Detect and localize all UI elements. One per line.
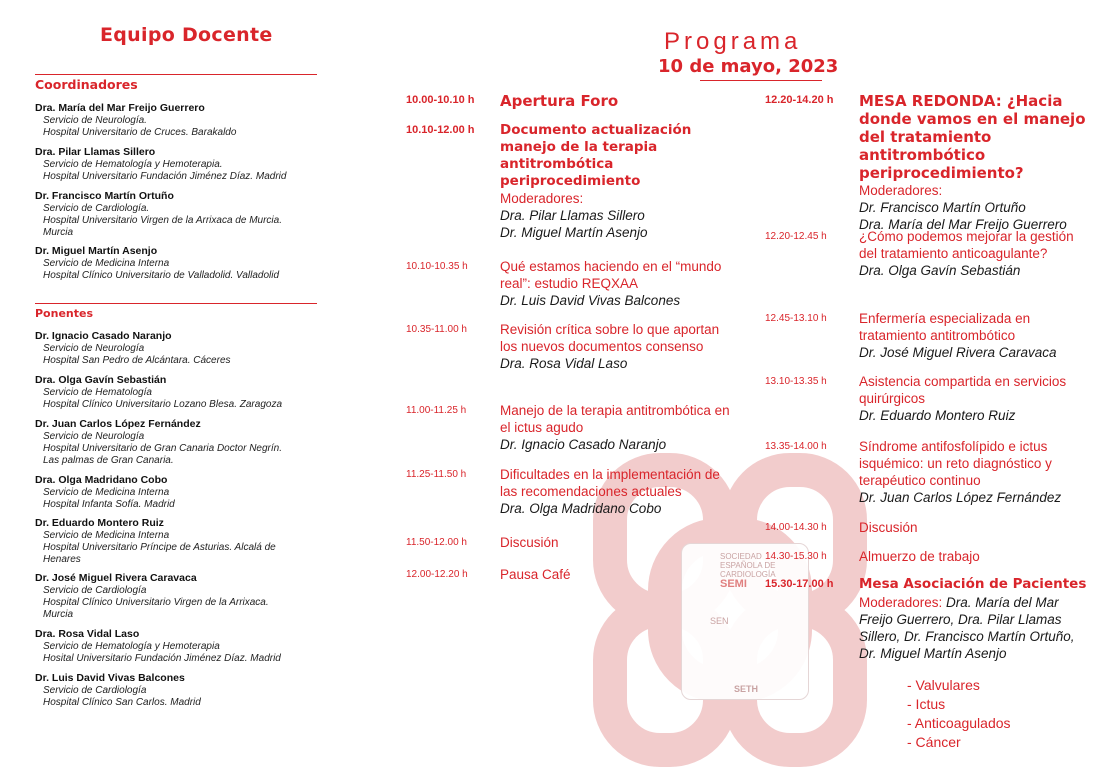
person-affiliation: Servicio de Neurología (43, 431, 145, 442)
session-title: MESA REDONDA: ¿Hacia donde vamos en el manejo del tratamiento antitrombótico periprocedimiento? (859, 92, 1086, 182)
person-entry (35, 418, 325, 467)
session-block (859, 228, 1091, 279)
speaker-name: Dr. Ignacio Casado Naranjo (500, 437, 667, 452)
person-affiliation: Hospital Universitario Príncipe de Asturias. Alcalá de (43, 542, 276, 553)
session-block (859, 548, 1091, 565)
logo-semi: SEMI (720, 578, 747, 590)
speaker-name: Dra. Rosa Vidal Laso (500, 356, 628, 371)
session-time: 10.10-12.00 h (406, 124, 475, 136)
session-time: 14.00-14.30 h (765, 522, 827, 533)
topic-item: - Ictus (907, 696, 946, 712)
session-block (500, 402, 730, 453)
person-entry (35, 190, 325, 239)
session-time: 14.30-15.30 h (765, 551, 827, 562)
programa-title: Programa (664, 28, 802, 55)
session-title: Revisión crítica sobre lo que aportan los nuevos documentos consenso (500, 322, 720, 354)
session-block (859, 519, 1091, 536)
session-title: Documento actualización manejo de la terapia antitrombótica periprocedimiento (500, 122, 692, 189)
session-block (859, 576, 1091, 752)
person-name: Dr. Eduardo Montero Ruiz (35, 517, 164, 529)
person-name: Dr. Francisco Martín Ortuño (35, 190, 174, 202)
person-affiliation: Murcia (43, 227, 74, 238)
session-block (500, 466, 730, 517)
session-title: Discusión (500, 535, 559, 550)
session-block (859, 438, 1091, 506)
person-affiliation: Servicio de Cardiología (43, 685, 147, 696)
person-affiliation: Servicio de Hematología (43, 387, 152, 398)
person-affiliation: Servicio de Neurología. (43, 115, 147, 126)
session-block (500, 258, 730, 309)
session-block (500, 534, 730, 551)
person-name: Dra. Olga Madridano Cobo (35, 474, 168, 486)
session-time: 12.00-12.20 h (406, 569, 468, 580)
session-time: 13.35-14.00 h (765, 441, 827, 452)
equipo-docente-title: Equipo Docente (100, 24, 273, 46)
session-block (500, 566, 730, 583)
session-block (500, 122, 730, 241)
person-entry (35, 330, 325, 367)
person-name: Dr. Ignacio Casado Naranjo (35, 330, 172, 342)
logo-seth: SETH (734, 684, 759, 694)
person-entry (35, 374, 325, 411)
person-affiliation: Servicio de Hematología y Hemoterapia (43, 641, 220, 652)
person-entry (35, 245, 325, 282)
person-affiliation: Hospital San Pedro de Alcántara. Cáceres (43, 355, 231, 366)
person-affiliation: Henares (43, 554, 81, 565)
person-affiliation: Las palmas de Gran Canaria. (43, 455, 174, 466)
topic-item: - Anticoagulados (907, 715, 1011, 731)
session-title: Manejo de la terapia antitrombótica en el ictus agudo (500, 403, 730, 435)
person-affiliation: Servicio de Medicina Interna (43, 258, 170, 269)
moderators-line (859, 594, 1091, 662)
speaker-name: Dra. María del Mar Freijo Guerrero (859, 217, 1067, 232)
session-time: 11.00-11.25 h (406, 405, 467, 416)
person-name: Dra. María del Mar Freijo Guerrero (35, 102, 205, 114)
person-entry (35, 146, 325, 183)
moderators-label: Moderadores: (859, 595, 943, 610)
date-underline (700, 80, 822, 81)
topics-list (859, 676, 1091, 752)
person-affiliation: Murcia (43, 609, 74, 620)
session-title: Asistencia compartida en servicios quirúrgicos (859, 374, 1067, 406)
session-title: Síndrome antifosfolípido e ictus isquémico: un reto diagnóstico y terapéutico continuo (859, 439, 1052, 488)
person-name: Dr. Miguel Martín Asenjo (35, 245, 158, 257)
session-time: 12.20-14.20 h (765, 94, 834, 106)
speaker-name: Dr. José Miguel Rivera Caravaca (859, 345, 1057, 360)
person-affiliation: Servicio de Medicina Interna (43, 530, 170, 541)
person-affiliation: Hospital Clínico Universitario Virgen de la Arrixaca. (43, 597, 269, 608)
person-affiliation: Servicio de Cardiología. (43, 203, 150, 214)
person-affiliation: Hospital Universitario de Gran Canaria Doctor Negrín. (43, 443, 282, 454)
session-title: Apertura Foro (500, 92, 619, 110)
person-entry (35, 672, 325, 709)
person-affiliation: Servicio de Neurología (43, 343, 145, 354)
session-time: 15.30-17.00 h (765, 578, 834, 590)
moderators-label: Moderadores: (500, 191, 584, 206)
person-affiliation: Hospital Infanta Sofía. Madrid (43, 499, 175, 510)
topic-item: - Cáncer (907, 734, 961, 750)
moderators-label: Moderadores: (859, 183, 943, 198)
speaker-name: Dr. Miguel Martín Asenjo (500, 225, 648, 240)
session-block (500, 321, 730, 372)
person-name: Dr. Luis David Vivas Balcones (35, 672, 185, 684)
person-entry (35, 102, 325, 139)
session-time: 12.45-13.10 h (765, 313, 827, 324)
person-affiliation: Hospital Universitario Fundación Jiménez Díaz. Madrid (43, 171, 287, 182)
speaker-name: Dra. Pilar Llamas Sillero (500, 208, 645, 223)
person-name: Dr. Juan Carlos López Fernández (35, 418, 201, 430)
person-affiliation: Hospital Universitario Virgen de la Arrixaca de Murcia. (43, 215, 282, 226)
session-time: 11.25-11.50 h (406, 469, 467, 480)
person-affiliation: Servicio de Medicina Interna (43, 487, 170, 498)
session-title: Qué estamos haciendo en el “mundo real”: estudio REQXAA (500, 259, 722, 291)
divider (35, 74, 317, 75)
session-title: Pausa Café (500, 567, 571, 582)
divider (35, 303, 317, 304)
session-title: Dificultades en la implementación de las recomendaciones actuales (500, 467, 720, 499)
person-affiliation: Hospital Clínico Universitario de Valladolid. Valladolid (43, 270, 280, 281)
moderators-names: Dra. María del Mar Freijo Guerrero, Dra. Pilar Llamas Sillero, Dr. Francisco Martín Ortuño, Dr. Miguel Martín Asenjo (859, 595, 1075, 661)
session-time: 11.50-12.00 h (406, 537, 467, 548)
person-affiliation: Hosital Universitario Fundación Jiménez Díaz. Madrid (43, 653, 281, 664)
speaker-name: Dra. Olga Madridano Cobo (500, 501, 662, 516)
speaker-name: Dr. Juan Carlos López Fernández (859, 490, 1062, 505)
person-entry (35, 474, 325, 511)
programa-date: 10 de mayo, 2023 (658, 56, 839, 77)
session-time: 13.10-13.35 h (765, 376, 827, 387)
person-affiliation: Hospital Clínico Universitario Lozano Blesa. Zaragoza (43, 399, 283, 410)
topic-item: - Valvulares (907, 677, 980, 693)
session-title: Discusión (859, 520, 918, 535)
session-time: 12.20-12.45 h (765, 231, 827, 242)
session-time: 10.10-10.35 h (406, 261, 468, 272)
person-entry (35, 572, 325, 621)
session-time: 10.35-11.00 h (406, 324, 467, 335)
session-block (859, 310, 1091, 361)
ponentes-title: Ponentes (35, 307, 94, 320)
speaker-name: Dr. Luis David Vivas Balcones (500, 293, 681, 308)
person-entry (35, 517, 325, 566)
person-affiliation: Servicio de Hematología y Hemoterapia. (43, 159, 223, 170)
person-affiliation: Hospital Clínico San Carlos. Madrid (43, 697, 201, 708)
session-block (859, 92, 1091, 233)
person-name: Dra. Pilar Llamas Sillero (35, 146, 156, 158)
speaker-name: Dr. Francisco Martín Ortuño (859, 200, 1026, 215)
coordinadores-title: Coordinadores (35, 77, 138, 92)
person-affiliation: Servicio de Cardiología (43, 585, 147, 596)
person-entry (35, 628, 325, 665)
session-block (500, 92, 730, 110)
session-title: Almuerzo de trabajo (859, 549, 980, 564)
logo-sen: SEN (710, 616, 729, 626)
session-title: Mesa Asociación de Pacientes (859, 576, 1087, 592)
session-block (859, 373, 1091, 424)
session-title: ¿Cómo podemos mejorar la gestión del tratamiento anticoagulante? (859, 229, 1074, 261)
person-name: Dr. José Miguel Rivera Caravaca (35, 572, 197, 584)
person-affiliation: Hospital Universitario de Cruces. Barakaldo (43, 127, 237, 138)
session-title: Enfermería especializada en tratamiento antitrombótico (859, 311, 1031, 343)
speaker-name: Dr. Eduardo Montero Ruiz (859, 408, 1016, 423)
speaker-name: Dra. Olga Gavín Sebastián (859, 263, 1021, 278)
person-name: Dra. Rosa Vidal Laso (35, 628, 140, 640)
logo-cardiologia: SOCIEDAD ESPAÑOLA DE CARDIOLOGÍA (720, 552, 776, 579)
session-time: 10.00-10.10 h (406, 94, 475, 106)
person-name: Dra. Olga Gavín Sebastián (35, 374, 167, 386)
